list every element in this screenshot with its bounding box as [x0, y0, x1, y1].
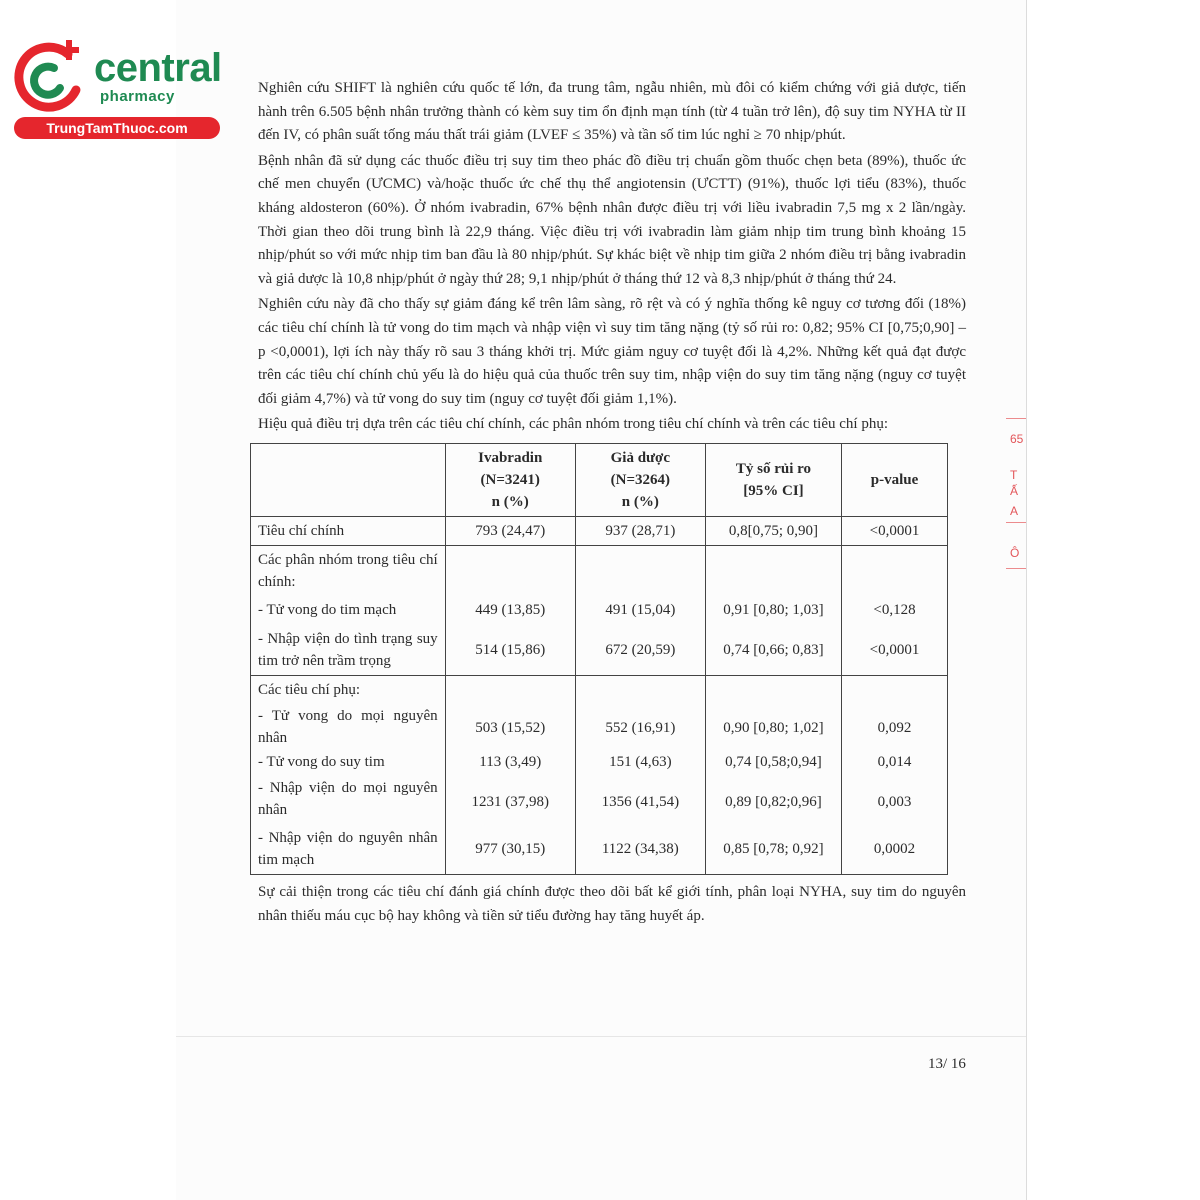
secondary-pvalue — [842, 675, 948, 874]
logo-brand-name: central — [94, 46, 222, 90]
table-row-primary — [251, 516, 948, 545]
secondary-hazard-value: 0,74 [0,58;0,94] — [725, 753, 822, 770]
central-pharmacy-logo[interactable] — [10, 38, 222, 138]
paragraph-table-intro: Hiệu quả điều trị dựa trên các tiêu chí chính, các phân nhóm trong tiêu chí chính và trên các tiêu chí phụ: — [258, 416, 888, 433]
secondary-placebo-value: 552 (16,91) — [605, 719, 676, 736]
secondary-label: - Tử vong do suy tim — [258, 753, 385, 770]
subgroups-ivabradin — [445, 545, 575, 675]
header-hazard-ratio — [705, 443, 841, 516]
subgroup-label: - Tử vong do tim mạch — [258, 601, 397, 618]
secondary-labels — [251, 675, 446, 874]
secondary-placebo-value: 151 (4,63) — [609, 753, 672, 770]
subgroup-ivabradin-value: 514 (15,86) — [475, 641, 546, 658]
secondary-placebo-value: 1356 (41,54) — [601, 793, 680, 810]
secondary-label: - Nhập viện do nguyên nhân tim mạch — [258, 829, 438, 868]
subgroups-placebo — [575, 545, 705, 675]
header-pvalue: p-value — [842, 443, 948, 516]
secondary-ivabradin-value: 1231 (37,98) — [471, 793, 549, 810]
scan-edge-line — [176, 1036, 1026, 1037]
header-placebo — [575, 443, 705, 516]
secondary-hazard-value: 0,90 [0,80; 1,02] — [723, 719, 824, 736]
primary-ivabradin: 793 (24,47) — [445, 516, 575, 545]
header-empty-cell — [251, 443, 446, 516]
header-ivabradin-line: n (%) — [491, 493, 529, 510]
secondary-label: - Nhập viện do mọi nguyên nhân — [258, 779, 438, 818]
secondary-title: Các tiêu chí phụ: — [258, 681, 361, 698]
subgroup-pvalue: <0,0001 — [869, 641, 920, 658]
header-placebo-line: (N=3264) — [610, 471, 671, 488]
secondary-pvalue-value: 0,0002 — [873, 840, 916, 857]
paragraph-results: Nghiên cứu này đã cho thấy sự giảm đáng kể trên lâm sàng, rõ rệt và có ý nghĩa thống kê nguy cơ tương đối (18%) các tiêu chí chính là tử vong do tim mạch và nhập viện vì suy tim tăng nặng (tỷ số rủi ro: 0,82; 95% CI [0,75;0,90] – p <0,0001), lợi ích này thấy rõ sau 3 tháng khởi trị. Mức giảm nguy cơ tuyệt đối là 4,2%. Những kết quả đạt được trên các tiêu chí chính chủ yếu là do hiệu quả của thuốc trên suy tim, nhập viện do suy tim tăng nặng (nguy cơ tuyệt đối giảm 4,7%) và tử vong do suy tim (nguy cơ tuyệt đối giảm 1,1%). — [258, 296, 966, 407]
document-content — [258, 77, 966, 930]
secondary-pvalue-value: 0,003 — [877, 793, 912, 810]
logo-url-banner: TrungTamThuoc.com — [14, 117, 220, 139]
subgroup-placebo-value: 672 (20,59) — [605, 641, 676, 658]
header-hazard-line: Tỷ số rủi ro — [735, 460, 812, 477]
header-ivabradin — [445, 443, 575, 516]
subgroup-hazard-value: 0,91 [0,80; 1,03] — [723, 601, 824, 618]
efficacy-table — [250, 443, 948, 875]
subgroup-ivabradin-value: 449 (13,85) — [475, 601, 546, 618]
subgroups-labels — [251, 545, 446, 675]
subgroups-pvalue — [842, 545, 948, 675]
secondary-ivabradin-value: 977 (30,15) — [475, 840, 546, 857]
header-ivabradin-line: Ivabradin — [478, 449, 543, 466]
subgroup-pvalue: <0,128 — [873, 601, 916, 618]
secondary-pvalue-value: 0,092 — [877, 719, 912, 736]
primary-placebo: 937 (28,71) — [575, 516, 705, 545]
page-number: 13/ 16 — [928, 1056, 966, 1072]
subgroup-label: - Nhập viện do tình trạng suy tim trở nên trầm trọng — [258, 630, 438, 669]
paragraph-treatment: Bệnh nhân đã sử dụng các thuốc điều trị suy tim theo phác đồ điều trị chuẩn gồm thuốc chẹn beta (89%), thuốc ức chế men chuyển (ƯCMC) và/hoặc thuốc ức chế thụ thể angiotensin (ƯCTT) (91%), thuốc lợi tiểu (83%), thuốc kháng aldosteron (60%). Ở nhóm ivabradin, 67% bệnh nhân được điều trị với liều ivabradin 7,5 mg x 2 lần/ngày. Thời gian theo dõi trung bình là 22,9 tháng. Việc điều trị với ivabradin làm giảm nhịp tim trung bình khoảng 15 nhịp/phút so với mức nhịp tim ban đầu là 80 nhịp/phút. Sự khác biệt về nhịp tim giữa 2 nhóm điều trị bằng ivabradin và giả dược là 10,8 nhịp/phút ở ngày thứ 28; 9,1 nhịp/phút ở tháng thứ 12 và 8,3 nhịp/phút ở tháng thứ 24. — [258, 152, 966, 287]
secondary-placebo — [575, 675, 705, 874]
header-hazard-line: [95% CI] — [743, 482, 804, 499]
logo-brand-sub: pharmacy — [100, 88, 175, 105]
header-ivabradin-line: (N=3241) — [480, 471, 540, 488]
secondary-hazard-value: 0,89 [0,82;0,96] — [725, 793, 822, 810]
subgroups-hazard — [705, 545, 841, 675]
secondary-ivabradin-value: 503 (15,52) — [475, 719, 546, 736]
subgroup-placebo-value: 491 (15,04) — [605, 601, 676, 618]
subgroup-hazard-value: 0,74 [0,66; 0,83] — [723, 641, 824, 658]
subgroups-title: Các phân nhóm trong tiêu chí chính: — [258, 551, 438, 590]
table-row-subgroups — [251, 545, 948, 675]
primary-hazard: 0,8[0,75; 0,90] — [705, 516, 841, 545]
secondary-pvalue-value: 0,014 — [877, 753, 912, 770]
paragraph-shift-study: Nghiên cứu SHIFT là nghiên cứu quốc tế lớn, đa trung tâm, ngẫu nhiên, mù đôi có kiểm chứng với giả dược, tiến hành trên 6.505 bệnh nhân trưởng thành có kèm suy tim ổn định mạn tính (từ 4 tuần trở lên), độ suy tim NYHA từ II đến IV, có phân suất tống máu thất trái giảm (LVEF ≤ 35%) và tần số tim lúc nghỉ ≥ 70 nhịp/phút. — [258, 80, 966, 144]
stamp-fragment-icon: 65 T Ấ A Ô — [1006, 410, 1028, 580]
table-header-row — [251, 443, 948, 516]
secondary-hazard — [705, 675, 841, 874]
primary-pvalue: <0,0001 — [842, 516, 948, 545]
secondary-ivabradin — [445, 675, 575, 874]
table-row-secondary — [251, 675, 948, 874]
secondary-ivabradin-value: 113 (3,49) — [479, 753, 542, 770]
header-placebo-line: Giả dược — [610, 449, 671, 466]
central-logo-icon — [10, 38, 90, 118]
secondary-hazard-value: 0,85 [0,78; 0,92] — [723, 840, 824, 857]
header-placebo-line: n (%) — [621, 493, 659, 510]
primary-label: Tiêu chí chính — [251, 516, 446, 545]
secondary-placebo-value: 1122 (34,38) — [601, 840, 679, 857]
paragraph-conclusion: Sự cải thiện trong các tiêu chí đánh giá chính được theo dõi bất kể giới tính, phân loại NYHA, suy tim do nguyên nhân thiếu máu cục bộ hay không và tiền sử tiểu đường hay tăng huyết áp. — [258, 883, 966, 924]
secondary-label: - Tử vong do mọi nguyên nhân — [258, 707, 438, 746]
